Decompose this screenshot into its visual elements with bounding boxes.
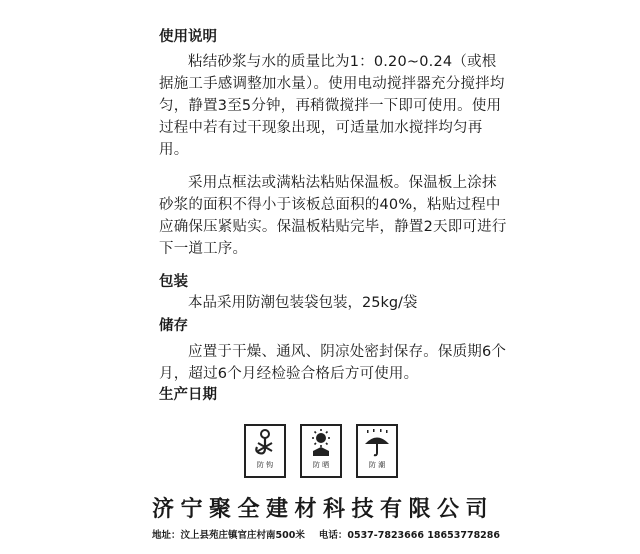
company-contact — [152, 530, 514, 542]
usage-paragraph-2: 采用点框法或满粘法粘贴保温板。保温板上涂抹砂浆的面积不得小于该板总面积的40%，粘贴过程中应确保压紧贴实。保温板粘贴完毕，静置2天即可进行下一道工序。 — [159, 175, 507, 257]
handling-symbols — [244, 424, 398, 478]
production-date-title: 生产日期 — [159, 387, 217, 403]
company-name: 济宁聚全建材科技有限公司 — [152, 497, 495, 522]
icon-caption: 防 潮 — [368, 461, 386, 469]
company-address: 地址：汶上县苑庄镇官庄村南500米 — [152, 530, 305, 541]
packaging-title: 包装 — [159, 274, 188, 290]
usage-paragraph-1: 粘结砂浆与水的质量比为1：0.20~0.24（或根据施工手感调整加水量）。使用电动搅拌器充分搅拌均匀，静置3至5分钟，再稍微搅拌一下即可使用。使用过程中若有过干现象出现，可适量加水搅拌均匀再用。 — [159, 54, 505, 158]
sun-icon — [306, 428, 336, 458]
storage-title: 储存 — [159, 318, 188, 334]
usage-title: 使用说明 — [159, 29, 217, 45]
hook-icon — [252, 428, 278, 458]
company-phone: 电话：0537-7823666 18653778286 — [318, 530, 501, 541]
storage-paragraph: 应置于干燥、通风、阴凉处密封保存。保质期6个月，超过6个月经检验合格后方可使用。 — [159, 344, 507, 382]
umbrella-icon — [362, 428, 392, 458]
keep-from-sun-symbol — [300, 424, 342, 478]
icon-caption: 防 晒 — [312, 461, 330, 469]
no-hook-symbol — [244, 424, 286, 478]
packaging-text: 本品采用防潮包装袋包装，25kg/袋 — [188, 295, 418, 311]
keep-dry-symbol — [356, 424, 398, 478]
icon-caption: 防 钩 — [256, 461, 274, 469]
